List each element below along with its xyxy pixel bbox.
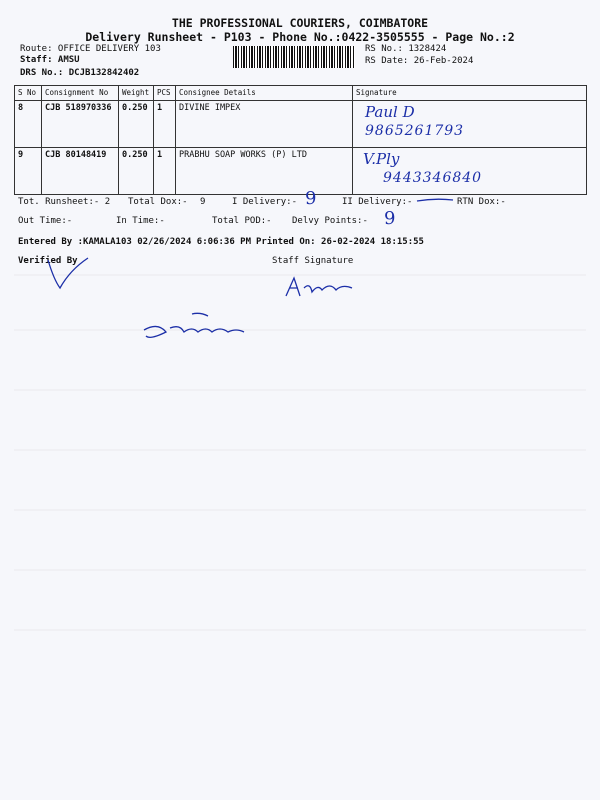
company-title: THE PROFESSIONAL COURIERS, COIMBATORE (171, 16, 429, 30)
rtn-dox-label: RTN Dox:- (457, 197, 506, 207)
col-sno: S No (15, 86, 42, 101)
printed-on: Printed On: 26-02-2024 18:15:55 (256, 237, 424, 247)
col-signature: Signature (353, 86, 587, 101)
row-pcs: 1 (154, 148, 176, 195)
total-dox-value: 9 (200, 197, 206, 207)
rs-number: RS No.: 1328424 (365, 44, 447, 54)
staff-label: Staff: AMSU (20, 55, 80, 65)
row-consignment: CJB 80148419 (42, 148, 119, 195)
handwritten-phone: 9865261793 (365, 123, 465, 139)
ii-delivery-dash (415, 196, 455, 204)
runsheet-table (14, 85, 587, 195)
out-time-label: Out Time:- (18, 216, 73, 226)
ii-delivery-label: II Delivery:- (342, 197, 413, 207)
drs-number: DRS No.: DCJB132842402 (20, 68, 140, 78)
route-label: Route: OFFICE DELIVERY 103 (20, 44, 161, 54)
delvy-points-label: Delvy Points:- (292, 216, 368, 226)
col-weight: Weight (119, 86, 154, 101)
handwritten-name: V.Ply (363, 150, 400, 168)
bleed-through-background (0, 270, 600, 690)
total-pod-label: Total POD:- (212, 216, 272, 226)
delvy-points-handwritten: 9 (384, 208, 396, 229)
row-signature-cell (353, 101, 587, 148)
i-delivery-handwritten: 9 (305, 188, 317, 209)
row-signature-cell (353, 148, 587, 195)
col-consignment: Consignment No (42, 86, 119, 101)
runsheet-subtitle: Delivery Runsheet - P103 - Phone No.:0422-3505555 - Page No.:2 (85, 30, 515, 44)
row-weight: 0.250 (119, 101, 154, 148)
col-pcs: PCS (154, 86, 176, 101)
entered-by: Entered By :KAMALA103 02/26/2024 6:06:36 PM (18, 237, 251, 247)
row-consignee: PRABHU SOAP WORKS (P) LTD (176, 148, 353, 195)
row-consignee: DIVINE IMPEX (176, 101, 353, 148)
table-header-row (15, 86, 587, 101)
row-weight: 0.250 (119, 148, 154, 195)
handwritten-name: Paul D (365, 103, 415, 121)
handwritten-phone: 9443346840 (383, 170, 483, 186)
row-sno: 8 (15, 101, 42, 148)
verified-by-label: Verified By (18, 256, 78, 266)
row-consignment: CJB 518970336 (42, 101, 119, 148)
table-row (15, 101, 587, 148)
barcode-image (233, 46, 355, 68)
total-dox-label: Total Dox:- (128, 197, 188, 207)
i-delivery-label: I Delivery:- (232, 197, 298, 207)
in-time-label: In Time:- (116, 216, 165, 226)
row-sno: 9 (15, 148, 42, 195)
staff-signature-label: Staff Signature (272, 256, 354, 266)
tot-runsheet: Tot. Runsheet:- 2 (18, 197, 111, 207)
table-row (15, 148, 587, 195)
col-consignee: Consignee Details (176, 86, 353, 101)
rs-date: RS Date: 26-Feb-2024 (365, 56, 474, 66)
row-pcs: 1 (154, 101, 176, 148)
